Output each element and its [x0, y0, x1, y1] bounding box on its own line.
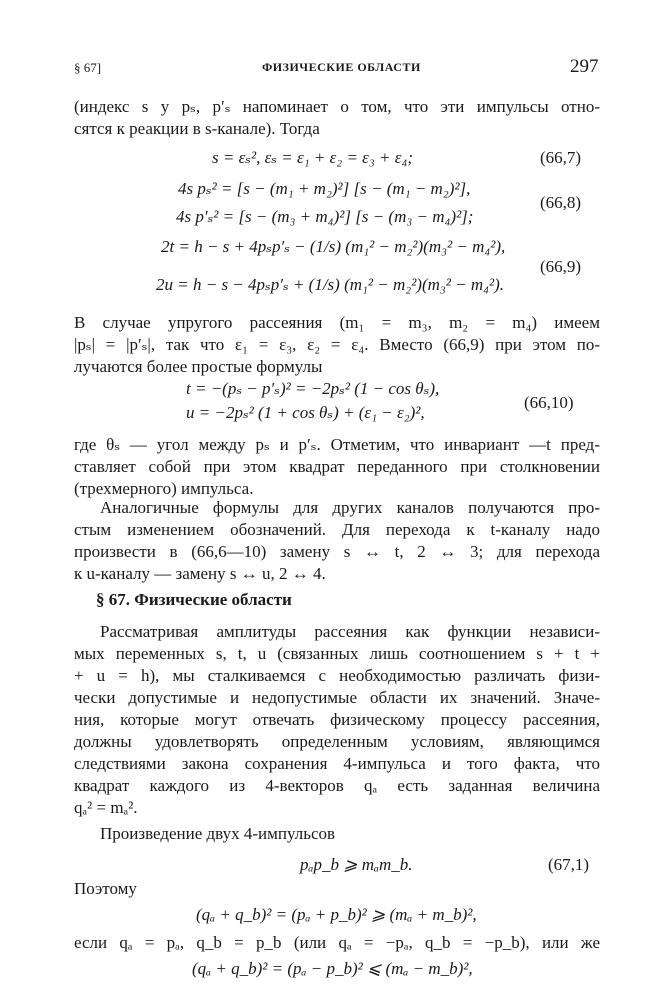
equation-number: (66,7) — [540, 148, 582, 167]
equation-66-9a: 2t = h − s + 4pₛp′ₛ − (1/s) (m₁² − m₂²)(m₃² − m₄²), — [161, 237, 506, 256]
text-line: Рассматривая амплитуды рассеяния как функции независи- — [100, 622, 600, 641]
equation-67-1: pₐp_b ⩾ mₐm_b. — [300, 855, 413, 874]
text-line: произвести в (66,6—10) замену s ↔ t, 2 ↔ 3; для перехода — [74, 542, 600, 561]
text-line: Аналогичные формулы для других каналов получаются про- — [100, 498, 600, 517]
equation-number: (66,8) — [540, 193, 582, 212]
text-line: Произведение двух 4-импульсов — [100, 824, 336, 843]
text-line: стым изменением обозначений. Для перехода к t-каналу надо — [74, 520, 600, 539]
text-line: В случае упругого рассеяния (m₁ = m₃, m₂ = m₄) имеем — [74, 313, 600, 332]
section-heading: § 67. Физические области — [96, 590, 292, 609]
text-line: чески допустимые и недопустимые области их значений. Значе- — [74, 688, 600, 707]
equation-66-10a: t = −(pₛ − p′ₛ)² = −2pₛ² (1 − cos θₛ), — [186, 379, 440, 398]
text-line: ставляет собой при этом квадрат переданного при столкновении — [74, 457, 600, 476]
text-line: (трехмерного) импульса. — [74, 479, 254, 498]
equation-66-10b: u = −2pₛ² (1 + cos θₛ) + (ε₁ − ε₂)², — [186, 403, 425, 422]
equation-number: (67,1) — [548, 855, 590, 874]
text-line: если qₐ = pₐ, q_b = p_b (или qₐ = −pₐ, q_b = −p_b), или же — [74, 933, 600, 952]
text-line: должны удовлетворять определенным условиям, являющимся — [74, 732, 600, 751]
text-line: к u-каналу — замену s ↔ u, 2 ↔ 4. — [74, 564, 326, 583]
equation-67-3: (qₐ + q_b)² = (pₐ − p_b)² ⩽ (mₐ − m_b)², — [192, 959, 473, 978]
equation-66-9b: 2u = h − s − 4pₛp′ₛ + (1/s) (m₁² − m₂²)(m₃² − m₄²). — [156, 275, 505, 294]
text-line: мых переменных s, t, u (связанных лишь соотношением s + t + — [74, 644, 600, 663]
text-line: где θₛ — угол между pₛ и p′ₛ. Отметим, что инвариант —t пред- — [74, 435, 600, 454]
text-line: ния, которые могут отвечать физическому процессу рассеяния, — [74, 710, 600, 729]
running-head-section: § 67] — [74, 60, 102, 75]
text-line: следствиями закона сохранения 4-импульса и того факта, что — [74, 754, 600, 773]
page-number: 297 — [570, 56, 599, 77]
text-line: (индекс s у pₛ, p′ₛ напоминает о том, что эти импульсы отно- — [74, 97, 600, 116]
text-line: |pₛ| = |p′ₛ|, так что ε₁ = ε₃, ε₂ = ε₄. Вместо (66,9) при этом по- — [74, 335, 600, 354]
text-line: + u = h), мы сталкиваемся с необходимостью различать физи- — [74, 666, 600, 685]
text-line: Поэтому — [74, 879, 137, 898]
running-head-title: ФИЗИЧЕСКИЕ ОБЛАСТИ — [262, 60, 421, 74]
equation-66-7: s = εₛ², εₛ = ε₁ + ε₂ = ε₃ + ε₄; — [212, 148, 414, 167]
equation-number: (66,10) — [524, 393, 574, 412]
text-line: квадрат каждого из 4-векторов qₐ есть заданная величина — [74, 776, 600, 795]
equation-number: (66,9) — [540, 257, 582, 276]
equation-66-8b: 4s p′ₛ² = [s − (m₃ + m₄)²] [s − (m₃ − m₄)²]; — [176, 207, 474, 226]
equation-67-2: (qₐ + q_b)² = (pₐ + p_b)² ⩾ (mₐ + m_b)², — [196, 905, 477, 924]
text-line: лучаются более простые формулы — [74, 357, 323, 376]
text-line: qₐ² = mₐ². — [74, 798, 138, 817]
text-line: сятся к реакции в s-канале). Тогда — [74, 119, 320, 138]
equation-66-8a: 4s pₛ² = [s − (m₁ + m₂)²] [s − (m₁ − m₂)²], — [178, 179, 471, 198]
